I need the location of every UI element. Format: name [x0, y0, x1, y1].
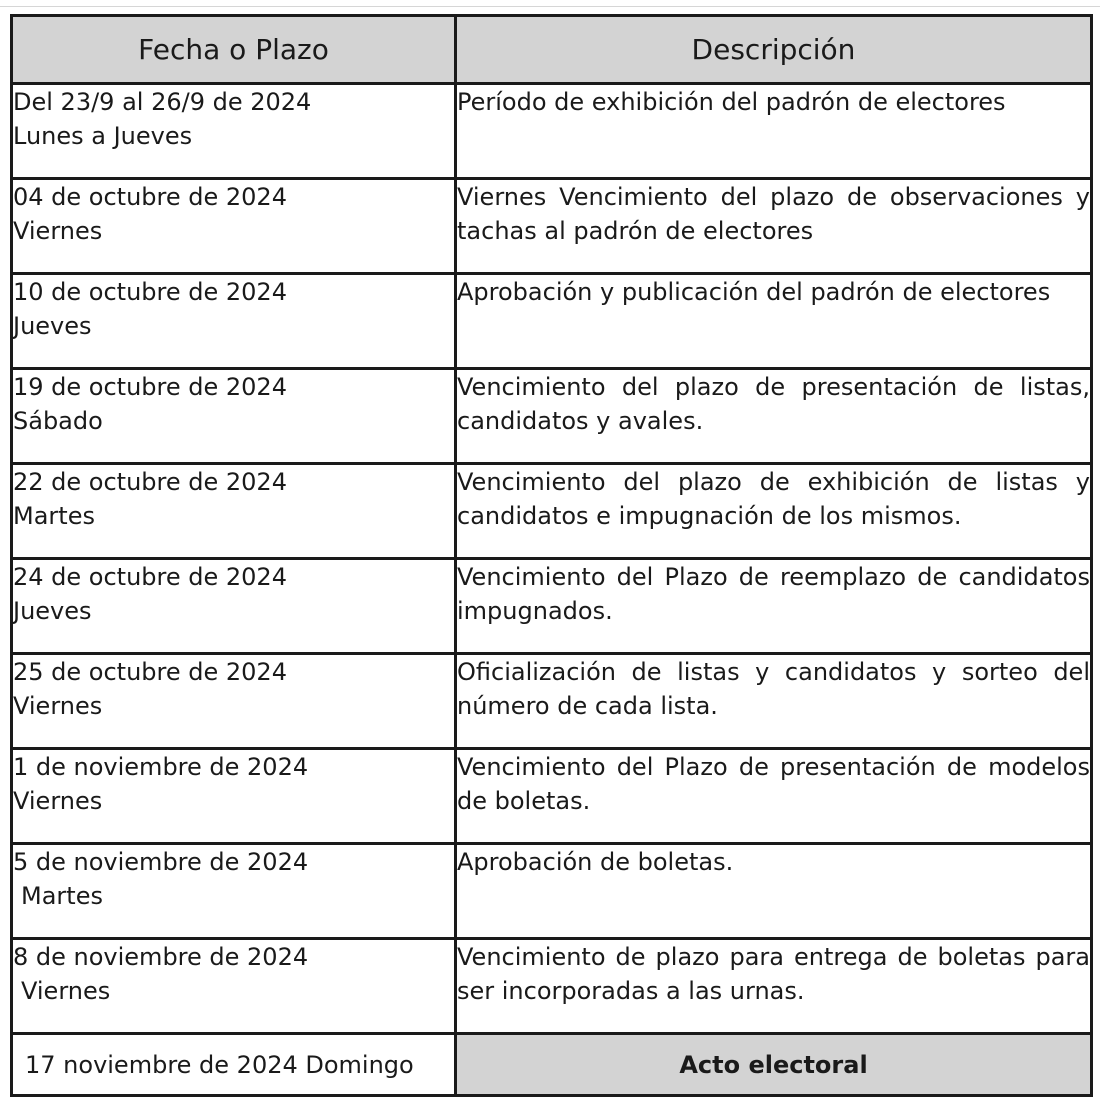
- description-cell: Aprobación y publicación del padrón de electores: [456, 274, 1092, 369]
- table-row: [12, 369, 1092, 464]
- description-cell: Período de exhibición del padrón de electores: [456, 84, 1092, 179]
- weekday-text: Jueves: [13, 312, 92, 340]
- final-row: [12, 1034, 1092, 1096]
- date-text: 10 de octubre de 2024: [13, 278, 287, 306]
- weekday-text: Viernes: [13, 692, 103, 720]
- date-cell: [12, 369, 456, 464]
- header-description: Descripción: [456, 16, 1092, 84]
- description-cell: Viernes Vencimiento del plazo de observaciones y tachas al padrón de electores: [456, 179, 1092, 274]
- table-row: [12, 749, 1092, 844]
- table-row: [12, 179, 1092, 274]
- date-text: 19 de octubre de 2024: [13, 373, 287, 401]
- date-cell: [12, 939, 456, 1034]
- description-cell: Vencimiento del Plazo de reemplazo de candidatos impugnados.: [456, 559, 1092, 654]
- date-text: 25 de octubre de 2024: [13, 658, 287, 686]
- table-row: [12, 654, 1092, 749]
- weekday-text: Viernes: [13, 787, 103, 815]
- description-cell: Vencimiento del Plazo de presentación de modelos de boletas.: [456, 749, 1092, 844]
- table-row: [12, 559, 1092, 654]
- date-cell: [12, 179, 456, 274]
- description-cell: Vencimiento de plazo para entrega de boletas para ser incorporadas a las urnas.: [456, 939, 1092, 1034]
- table-row: [12, 84, 1092, 179]
- table-row: [12, 464, 1092, 559]
- date-cell: [12, 464, 456, 559]
- description-cell: Vencimiento del plazo de exhibición de listas y candidatos e impugnación de los mismos.: [456, 464, 1092, 559]
- weekday-text: Martes: [21, 882, 103, 910]
- table-row: [12, 939, 1092, 1034]
- date-cell: [12, 274, 456, 369]
- date-text: Del 23/9 al 26/9 de 2024: [13, 88, 312, 116]
- weekday-text: Viernes: [21, 977, 111, 1005]
- weekday-text: Sábado: [13, 407, 103, 435]
- top-divider: [0, 6, 1100, 7]
- date-text: 5 de noviembre de 2024: [13, 848, 309, 876]
- table-row: [12, 844, 1092, 939]
- date-text: 24 de octubre de 2024: [13, 563, 287, 591]
- date-text: 1 de noviembre de 2024: [13, 753, 309, 781]
- weekday-text: Jueves: [13, 597, 92, 625]
- date-cell: [12, 844, 456, 939]
- final-description-cell: Acto electoral: [456, 1034, 1092, 1096]
- electoral-schedule-table: [10, 14, 1093, 1097]
- date-text: 8 de noviembre de 2024: [13, 943, 309, 971]
- weekday-text: Lunes a Jueves: [13, 122, 193, 150]
- description-cell: Aprobación de boletas.: [456, 844, 1092, 939]
- description-cell: Oficialización de listas y candidatos y sorteo del número de cada lista.: [456, 654, 1092, 749]
- weekday-text: Viernes: [13, 217, 103, 245]
- date-text: 04 de octubre de 2024: [13, 183, 287, 211]
- date-cell: [12, 654, 456, 749]
- date-cell: [12, 84, 456, 179]
- date-cell: [12, 749, 456, 844]
- header-date: Fecha o Plazo: [12, 16, 456, 84]
- weekday-text: Martes: [13, 502, 95, 530]
- final-date-cell: 17 noviembre de 2024 Domingo: [12, 1034, 456, 1096]
- date-text: 22 de octubre de 2024: [13, 468, 287, 496]
- table-header-row: [12, 16, 1092, 84]
- date-cell: [12, 559, 456, 654]
- description-cell: Vencimiento del plazo de presentación de listas, candidatos y avales.: [456, 369, 1092, 464]
- table-row: [12, 274, 1092, 369]
